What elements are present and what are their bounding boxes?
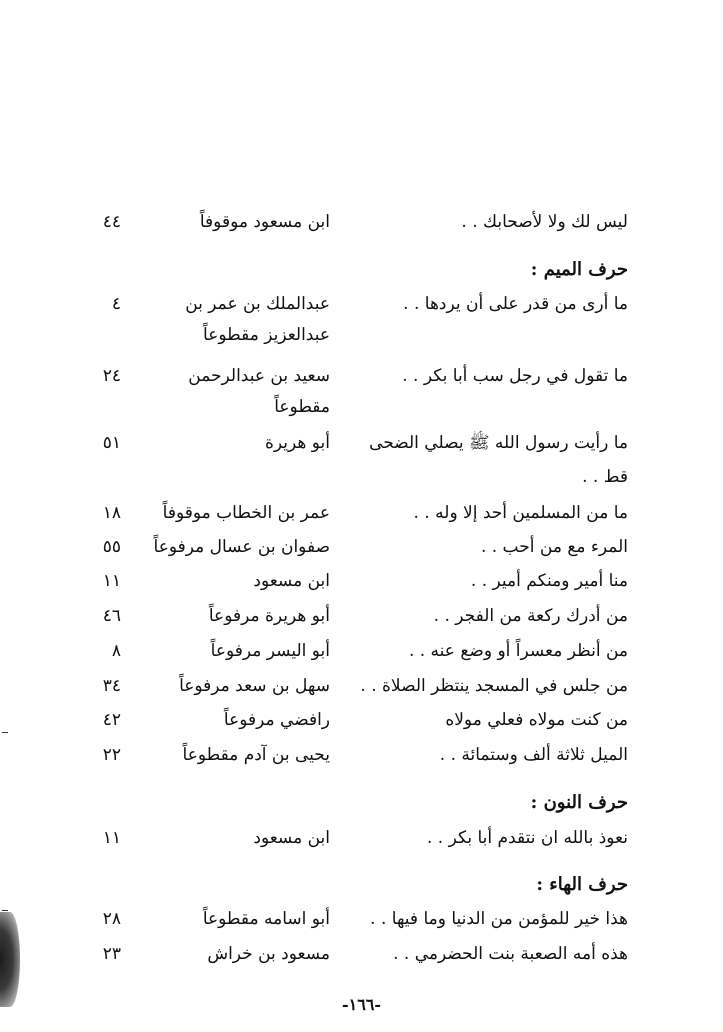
- hadith-source: سهل بن سعد مرفوعاً: [179, 676, 330, 696]
- hadith-source: عمر بن الخطاب موقوفاً: [162, 503, 330, 523]
- scan-mark: [2, 910, 8, 911]
- hadith-text: نعوذ بالله ان نتقدم أبا بكر . .: [426, 828, 628, 848]
- hadith-source: أبو اسامه مقطوعاً: [202, 909, 330, 929]
- list-item: [0, 360, 723, 392]
- page-ref: ١١: [102, 571, 121, 591]
- page-ref: ٤٦: [102, 606, 121, 626]
- hadith-text: من أدرك ركعة من الفجر . .: [433, 606, 628, 626]
- page-ref: ٥٥: [102, 537, 121, 557]
- list-item: [0, 600, 723, 632]
- list-item: [0, 531, 723, 563]
- section-heading-noon: حرف النون :: [530, 792, 628, 813]
- page-ref: ٢٣: [102, 944, 121, 964]
- hadith-text: منا أمير ومنكم أمير . .: [470, 571, 628, 591]
- page-ref: ٤٢: [102, 710, 121, 730]
- hadith-text: من جلس في المسجد ينتظر الصلاة . .: [360, 676, 628, 696]
- hadith-source: أبو اليسر مرفوعاً: [210, 641, 330, 661]
- list-item: [0, 739, 723, 771]
- hadith-text: من كنت مولاه فعلي مولاه: [445, 710, 628, 730]
- list-item: [0, 670, 723, 702]
- page-ref: ٤٤: [102, 212, 121, 232]
- page-number: -١٦٦-: [341, 995, 382, 1014]
- scan-mark: [2, 732, 8, 733]
- list-item: [0, 938, 723, 970]
- hadith-source: ابن مسعود موقوفاً: [199, 212, 330, 232]
- hadith-text: ليس لك ولا لأصحابك . .: [461, 212, 628, 232]
- section-heading-meem: حرف الميم :: [530, 259, 628, 280]
- list-item: [0, 704, 723, 736]
- hadith-source: سعيد بن عبدالرحمن: [188, 366, 330, 386]
- list-item: [0, 903, 723, 935]
- list-item: [0, 427, 723, 459]
- hadith-source: أبو هريرة: [264, 433, 330, 453]
- hadith-source-continued: عبدالعزيز مقطوعاً: [203, 325, 330, 345]
- hadith-source-continued: مقطوعاً: [274, 397, 330, 417]
- scan-smudge: [0, 912, 20, 1007]
- hadith-text: ما من المسلمين أحد إلا وله . .: [413, 503, 628, 523]
- hadith-text-continued: قط . .: [582, 467, 628, 487]
- page-ref: ٨: [111, 641, 121, 661]
- page-ref: ٥١: [102, 433, 121, 453]
- hadith-text: الميل ثلاثة ألف وستمائة . .: [439, 745, 628, 765]
- hadith-source: صفوان بن عسال مرفوعاً: [153, 537, 330, 557]
- page-ref: ٢٤: [102, 366, 121, 386]
- section-heading-haa: حرف الهاء :: [536, 874, 628, 895]
- hadith-text: ما تقول في رجل سب أبا بكر . .: [402, 366, 628, 386]
- list-item: [0, 565, 723, 597]
- page-ref: ١٨: [102, 503, 121, 523]
- page-ref: ٤: [111, 294, 121, 314]
- page-ref: ٣٤: [102, 676, 121, 696]
- hadith-text: ما أرى من قدر على أن يردها . .: [403, 294, 628, 314]
- hadith-source: رافضي مرفوعاً: [223, 710, 330, 730]
- hadith-text: المرء مع من أحب . .: [480, 537, 628, 557]
- hadith-source: عبدالملك بن عمر بن: [185, 294, 330, 314]
- page-ref: ٢٨: [102, 909, 121, 929]
- list-item: [0, 497, 723, 529]
- hadith-source: مسعود بن خراش: [207, 944, 330, 964]
- hadith-text: هذه أمه الصعبة بنت الحضرمي . .: [393, 944, 628, 964]
- hadith-source: يحيى بن آدم مقطوعاً: [182, 745, 330, 765]
- list-item: [0, 822, 723, 854]
- hadith-source: ابن مسعود: [253, 571, 330, 591]
- page-ref: ٢٢: [102, 745, 121, 765]
- hadith-text: هذا خير للمؤمن من الدنيا وما فيها . .: [370, 909, 628, 929]
- list-item: [0, 206, 723, 238]
- page-ref: ١١: [102, 828, 121, 848]
- hadith-text: من أنظر معسراً أو وضع عنه . .: [408, 641, 628, 661]
- hadith-source: أبو هريرة مرفوعاً: [208, 606, 330, 626]
- list-item: [0, 288, 723, 320]
- hadith-text: ما رأيت رسول الله ﷺ يصلي الضحى: [369, 433, 628, 453]
- list-item: [0, 635, 723, 667]
- hadith-source: ابن مسعود: [253, 828, 330, 848]
